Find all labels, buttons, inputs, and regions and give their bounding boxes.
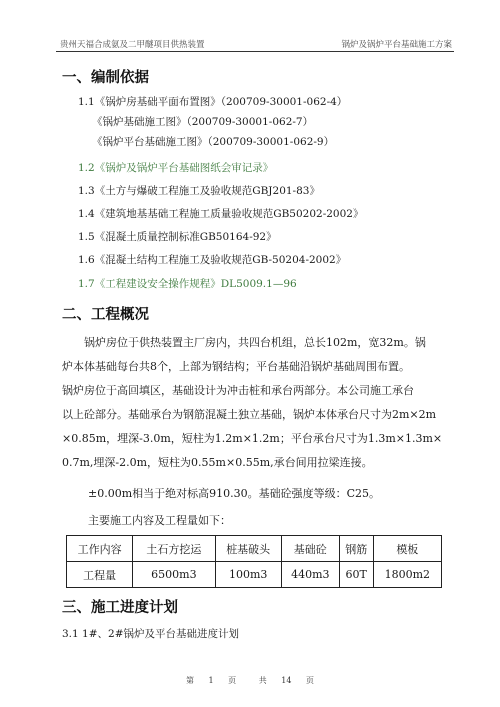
basis-item-4: 1.4《建筑地基基础工程施工质量验收规范GB50202-2002》 [78,208,364,220]
basis-item-2: 1.2《锅炉及锅炉平台基础图纸会审记录》 [78,162,274,174]
table-header-cell: 基础砼 [281,536,339,562]
table-row [67,562,442,588]
section-1-title: 一、编制依据 [62,70,149,86]
overview-line-4: 以上砼部分。基础承台为钢筋混凝土独立基础，锅炉本体承台尺寸为2m×2m [62,408,437,421]
footer-total-pages: 14 [281,676,292,685]
page-header [56,36,454,52]
header-project-name: 贵州天福合成氨及二甲醚项目供热装置 [60,40,205,50]
footer-total-label: 共 [258,676,267,685]
table-header-cell: 工作内容 [67,536,133,562]
elevation-note: ±0.00m相当于绝对标高910.30。基础砼强度等级：C25。 [88,487,381,500]
basis-item-3: 1.3《土方与爆破工程施工及验收规范GBJ201-83》 [78,185,320,197]
basis-item-1c: 《锅炉平台基础施工图》（200709-30001-062-9） [92,136,335,148]
footer-total-unit: 页 [306,676,314,685]
schedule-subheading: 3.1 1#、2#锅炉及平台基础进度计划 [62,628,239,640]
table-cell: 6500m3 [133,562,215,588]
basis-item-1b: 《锅炉基础施工图》（200709-30001-062-7） [92,116,314,128]
footer-page-number: 1 [208,676,214,685]
table-cell: 60T [339,562,373,588]
page-footer [0,675,500,686]
overview-line-5: ×0.85m，埋深-3.0m，短柱为1.2m×1.2m；平台承台尺寸为1.3m×1.3m× [62,432,443,445]
table-header-cell: 土石方挖运 [133,536,215,562]
quantity-table [66,535,442,588]
basis-item-6: 1.6《混凝土结构工程施工及验收规范GB-50204-2002》 [78,254,347,266]
section-3-title: 三、施工进度计划 [62,600,178,616]
basis-item-1: 1.1《锅炉房基础平面布置图》（200709-30001-062-4） [78,96,348,108]
footer-page-unit: 页 [228,676,237,685]
overview-line-3: 锅炉房位于高回填区，基础设计为冲击桩和承台两部分。本公司施工承台 [62,384,414,397]
table-header-row [67,536,442,562]
overview-line-2: 炉本体基础每台共8个，上部为钢结构；平台基础沿锅炉基础周围布置。 [62,360,410,373]
basis-item-5: 1.5《混凝土质量控制标准GB50164-92》 [78,231,277,243]
table-cell: 100m3 [215,562,281,588]
table-intro: 主要施工内容及工程量如下： [88,514,231,527]
table-cell: 1800m2 [373,562,441,588]
table-cell: 440m3 [281,562,339,588]
basis-item-7: 1.7《工程建设安全操作规程》DL5009.1—96 [78,278,297,290]
table-header-cell: 模板 [373,536,441,562]
table-cell: 工程量 [67,562,133,588]
overview-line-6: 0.7m,埋深-2.0m，短柱为0.55m×0.55m,承台间用拉梁连接。 [62,456,373,469]
table-header-cell: 桩基破头 [215,536,281,562]
section-2-title: 二、工程概况 [62,307,149,323]
footer-page-label: 第 [185,676,194,685]
overview-line-1: 锅炉房位于供热装置主厂房内，共四台机组，总长102m，宽32m。锅 [62,336,426,349]
header-document-title: 锅炉及锅炉平台基础施工方案 [341,40,452,50]
table-header-cell: 钢筋 [339,536,373,562]
